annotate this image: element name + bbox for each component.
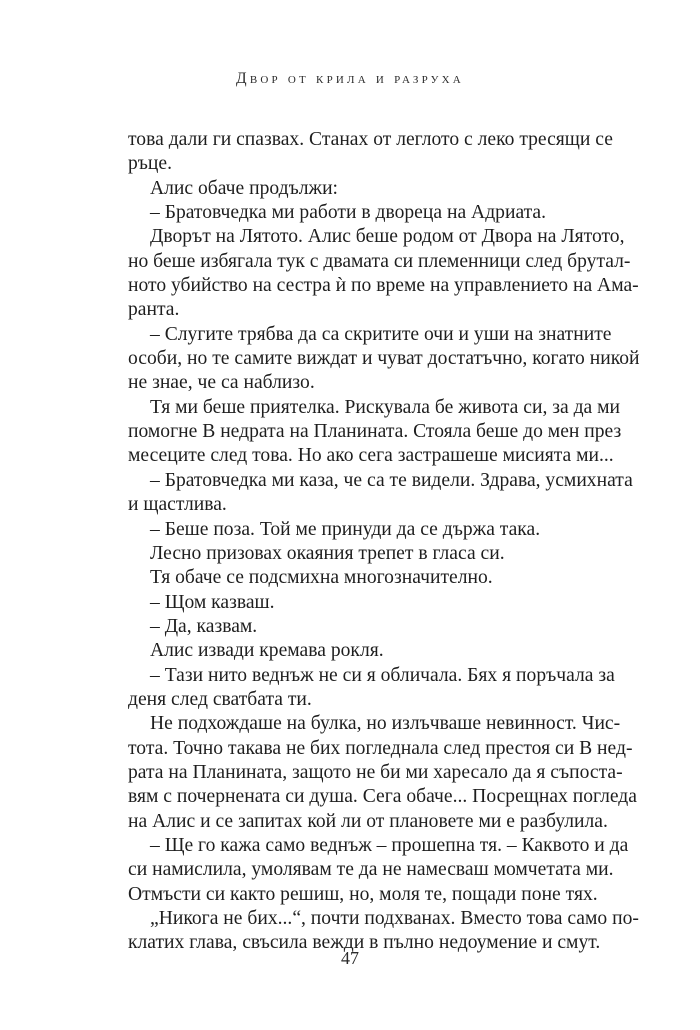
text-line: – Братовчедка ми работи в двореца на Адриата. [150, 202, 547, 224]
text-line: – Братовчедка ми каза, че са те видели. Здрава, усмихната [150, 469, 633, 491]
text-line: – Щом казваш. [150, 591, 275, 613]
text-line: Алис извади кремава рокля. [150, 640, 384, 662]
body-text [128, 128, 640, 956]
text-line: си намислила, умолявам те да не намесваш момчетата ми. [128, 859, 614, 881]
running-header-title: Двор от крила и разруха [236, 70, 464, 87]
text-line: – Слугите трябва да са скритите очи и уши на знатните [150, 323, 612, 345]
text-line: Отмъсти си както решиш, но, моля те, пощади поне тях. [128, 883, 598, 905]
text-line: Тя обаче се подсмихна многозначително. [150, 567, 493, 589]
text-line: на Алис и се запитах кой ли от плановете ми е разбулила. [128, 810, 608, 832]
text-line: вям с почернената си душа. Сега обаче... Посрещнах погледа [128, 786, 637, 808]
text-line: Алис обаче продължи: [150, 177, 338, 199]
text-line: ръце. [128, 153, 173, 175]
text-line: рата на Планината, защото не би ми харесало да я съпоста- [128, 761, 623, 783]
text-line: и щастлива. [128, 494, 227, 516]
text-line: Тя ми беше приятелка. Рискувала бе живота си, за да ми [150, 396, 621, 418]
text-line: Дворът на Лятото. Алис беше родом от Двора на Лятото, [150, 226, 625, 248]
text-line: особи, но те самите виждат и чуват достатъчно, когато никой [128, 348, 640, 370]
text-line: „Никога не бих...“, почти подхванах. Вместо това само по- [150, 908, 639, 929]
text-line: ранта. [128, 299, 180, 321]
text-line: Лесно призовах окаяния трепет в гласа си. [150, 542, 505, 564]
page-number: 47 [341, 948, 359, 968]
text-line: не знае, че са наблизо. [128, 372, 315, 394]
text-line: клатих глава, свъсила вежди в пълно недоумение и смут. [128, 932, 601, 954]
text-line: това дали ги спазвах. Станах от леглото с леко тресящи се [128, 129, 613, 150]
text-line: но беше избягала тук с двамата си племенници след брутал- [128, 250, 631, 272]
text-line: – Тази нито веднъж не си я обличала. Бях я поръчала за [150, 664, 615, 686]
text-line: тота. Точно такава не бих погледнала след престоя си В нед- [128, 737, 633, 759]
text-line: – Беше поза. Той ме принуди да се държа така. [150, 518, 541, 540]
text-line: деня след сватбата ти. [128, 688, 312, 710]
text-line: помогне В недрата на Планината. Стояла беше до мен през [128, 421, 622, 443]
text-line: Не подхождаше на булка, но излъчваше невинност. Чис- [150, 713, 621, 735]
text-line: – Да, казвам. [150, 615, 258, 637]
text-line: месеците след това. Но ако сега застрашеше мисията ми... [128, 445, 614, 467]
text-line: – Ще го кажа само веднъж – прошепна тя. – Каквото и да [150, 834, 629, 856]
text-line: ното убийство на сестра ѝ по време на управлението на Ама- [128, 275, 639, 297]
